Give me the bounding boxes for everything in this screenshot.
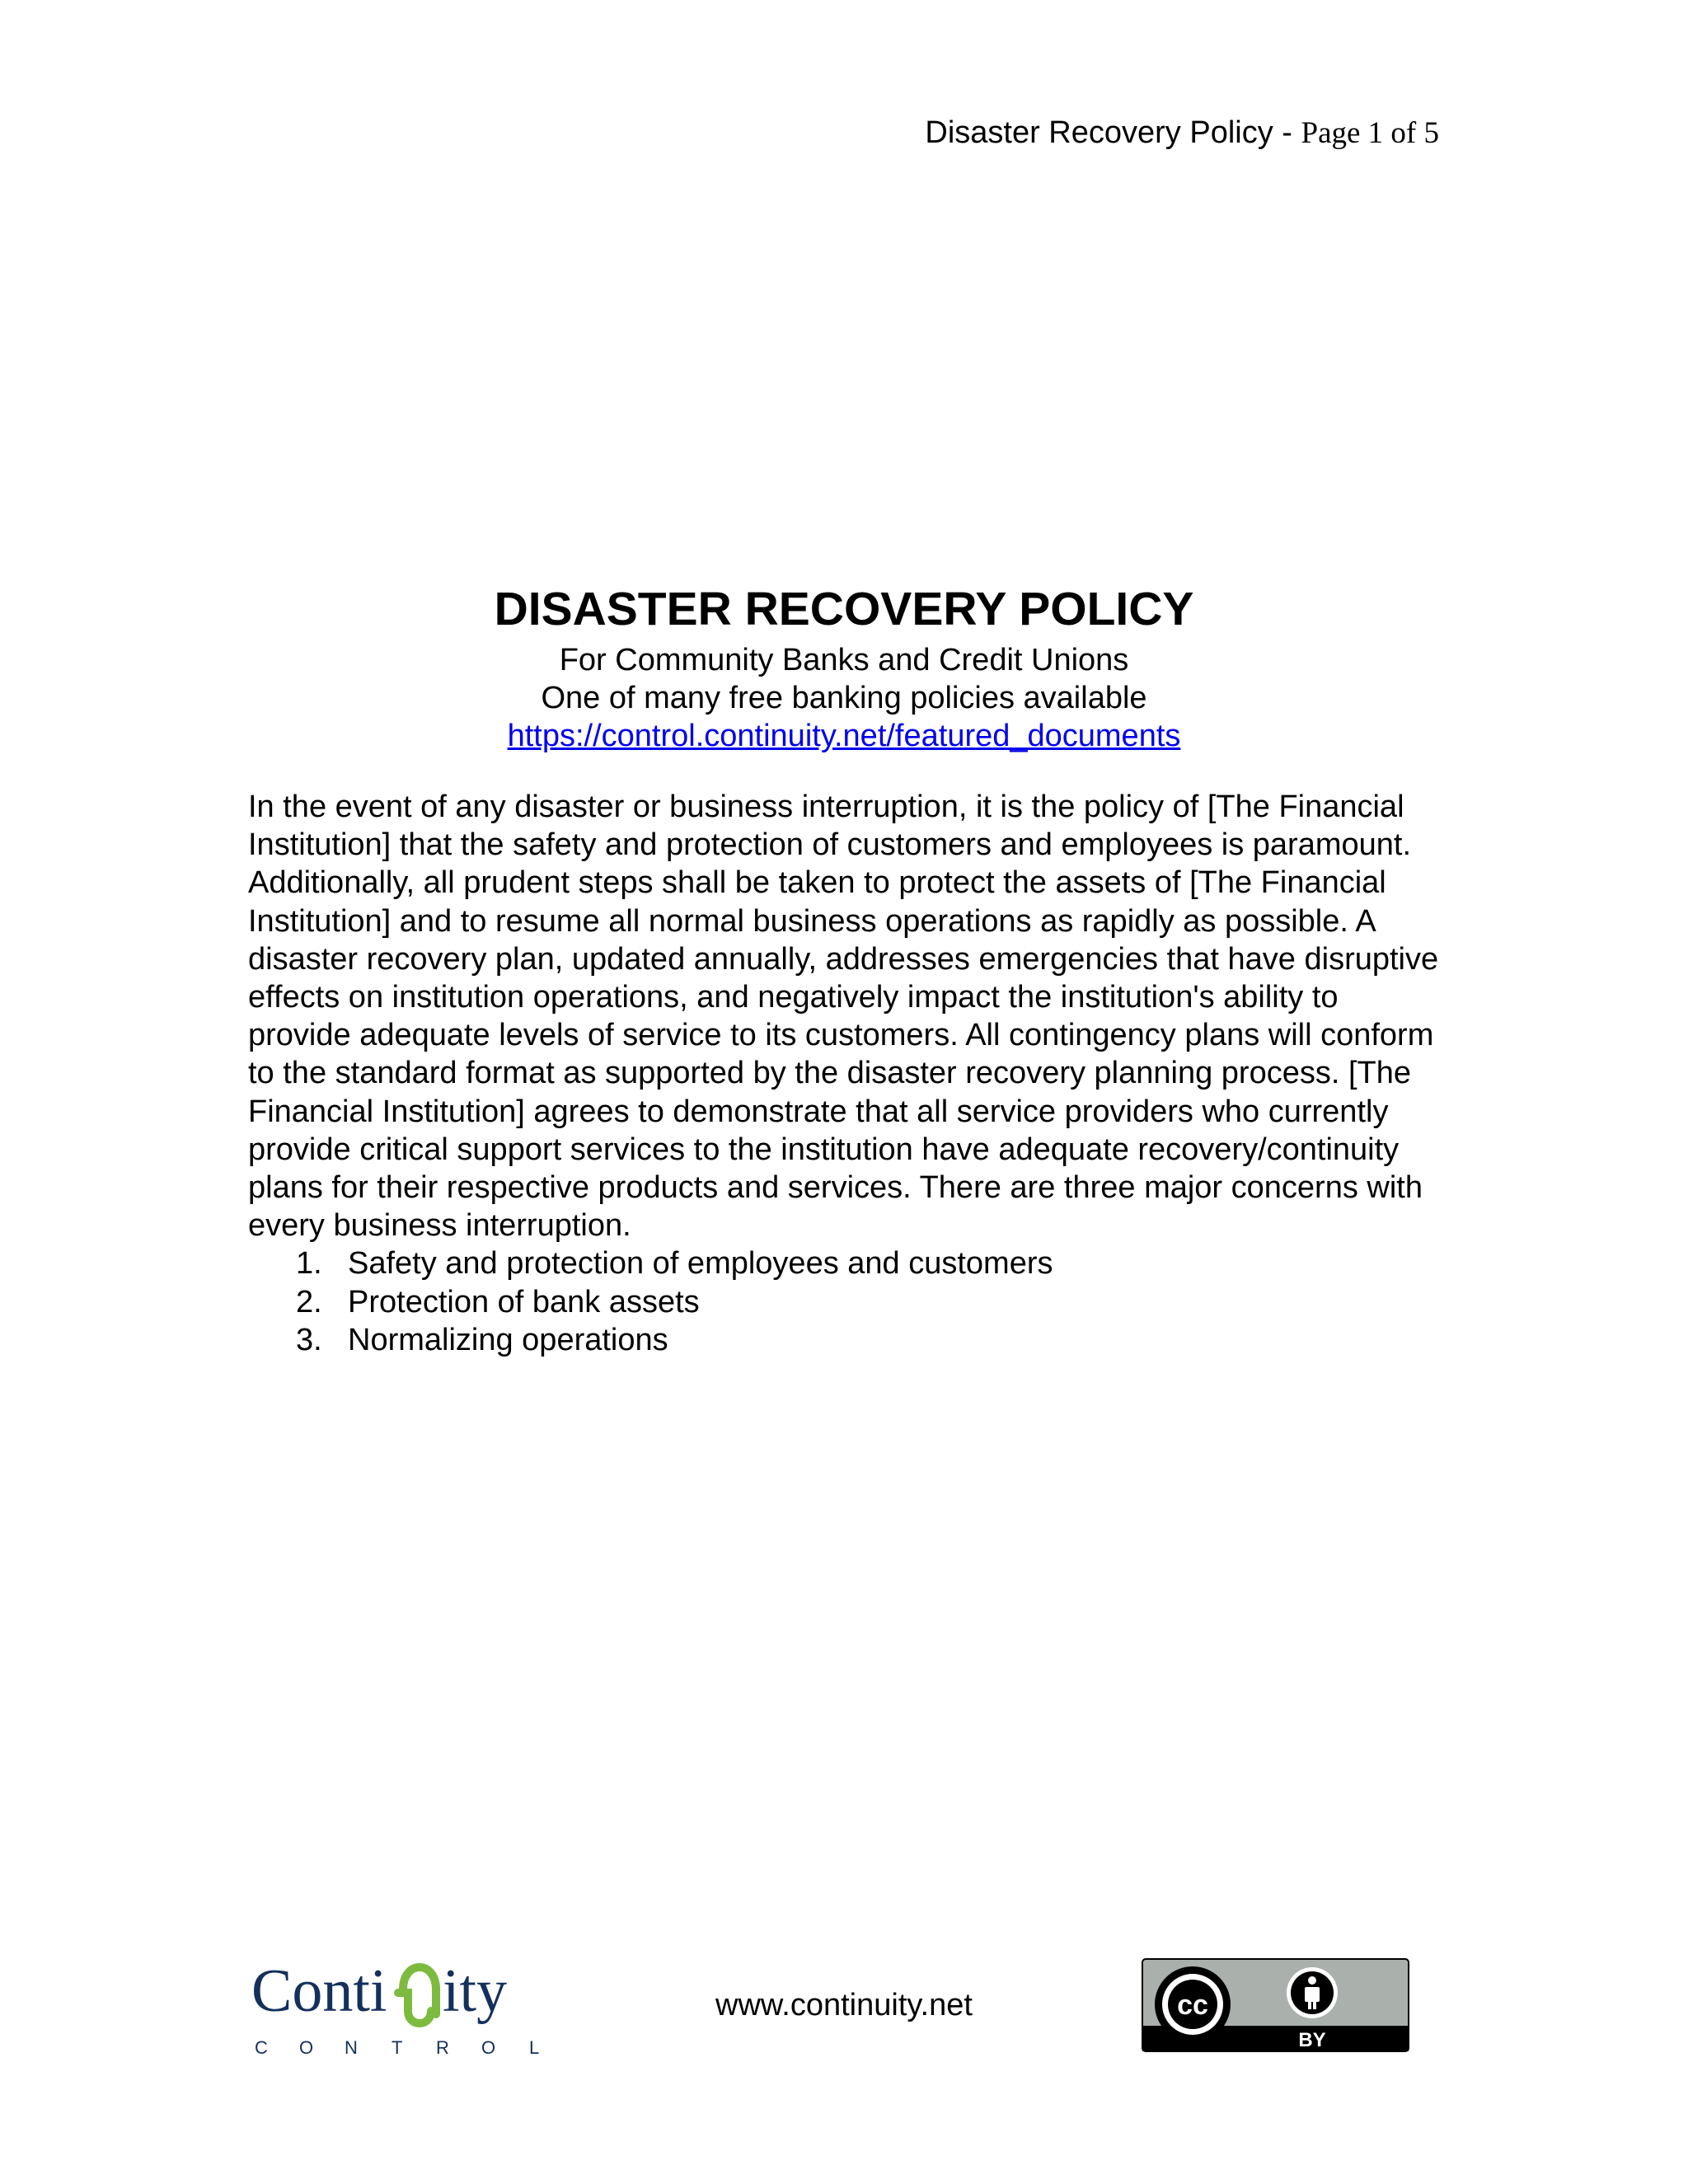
header-doc-name: Disaster Recovery Policy - xyxy=(925,115,1301,150)
cc-by-license-badge xyxy=(1142,1958,1409,2052)
document-tagline: One of many free banking policies available xyxy=(541,681,1147,715)
featured-documents-link[interactable]: https://control.continuity.net/featured_documents xyxy=(507,719,1181,753)
svg-text:cc: cc xyxy=(1177,1990,1208,2021)
footer-url: www.continuity.net xyxy=(715,1988,973,2022)
svg-text:R: R xyxy=(436,2037,449,2058)
page-footer xyxy=(0,1945,1688,2060)
document-subtitle: For Community Banks and Credit Unions xyxy=(559,643,1129,677)
svg-text:ity: ity xyxy=(443,1957,508,2025)
svg-text:Conti: Conti xyxy=(251,1957,387,2025)
svg-text:O: O xyxy=(481,2037,496,2058)
list-item-text: Normalizing operations xyxy=(348,1322,668,1357)
svg-text:O: O xyxy=(299,2037,314,2058)
title-block xyxy=(0,577,1688,755)
list-item xyxy=(248,1283,1443,1321)
svg-text:N: N xyxy=(345,2037,358,2058)
list-item xyxy=(248,1321,1443,1359)
svg-text:C: C xyxy=(255,2037,268,2058)
page-header xyxy=(925,115,1439,151)
list-item-number: 3. xyxy=(296,1322,322,1357)
list-item-number: 2. xyxy=(296,1284,322,1319)
svg-text:T: T xyxy=(392,2037,403,2058)
list-item-text: Protection of bank assets xyxy=(348,1284,700,1319)
policy-body xyxy=(248,788,1443,1359)
concerns-list xyxy=(248,1244,1443,1359)
list-item xyxy=(248,1244,1443,1282)
policy-paragraph: In the event of any disaster or business interruption, it is the policy of [The Financial Institution] that the safety and protection of customers and employees is paramount. Additionally, all prudent steps shall be taken to protect the assets of [The Financial Institution] and to resume all normal business operations as rapidly as possible. A disaster recovery plan, updated annually, addresses emergencies that have disruptive effects on institution operations, and negatively impact the institution's ability to provide adequate levels of service to its customers. All contingency plans will conform to the standard format as supported by the disaster recovery planning process. [The Financial Institution] agrees to demonstrate that all service providers who currently provide critical support services to the institution have adequate recovery/continuity plans for their respective products and services. There are three major concerns with every business interruption. xyxy=(248,790,1439,1244)
svg-text:BY: BY xyxy=(1298,2029,1326,2051)
list-item-text: Safety and protection of employees and customers xyxy=(348,1246,1053,1282)
svg-text:L: L xyxy=(529,2037,540,2058)
header-page-number: Page 1 of 5 xyxy=(1301,116,1439,150)
list-item-number: 1. xyxy=(296,1246,322,1282)
document-title: DISASTER RECOVERY POLICY xyxy=(494,583,1194,635)
